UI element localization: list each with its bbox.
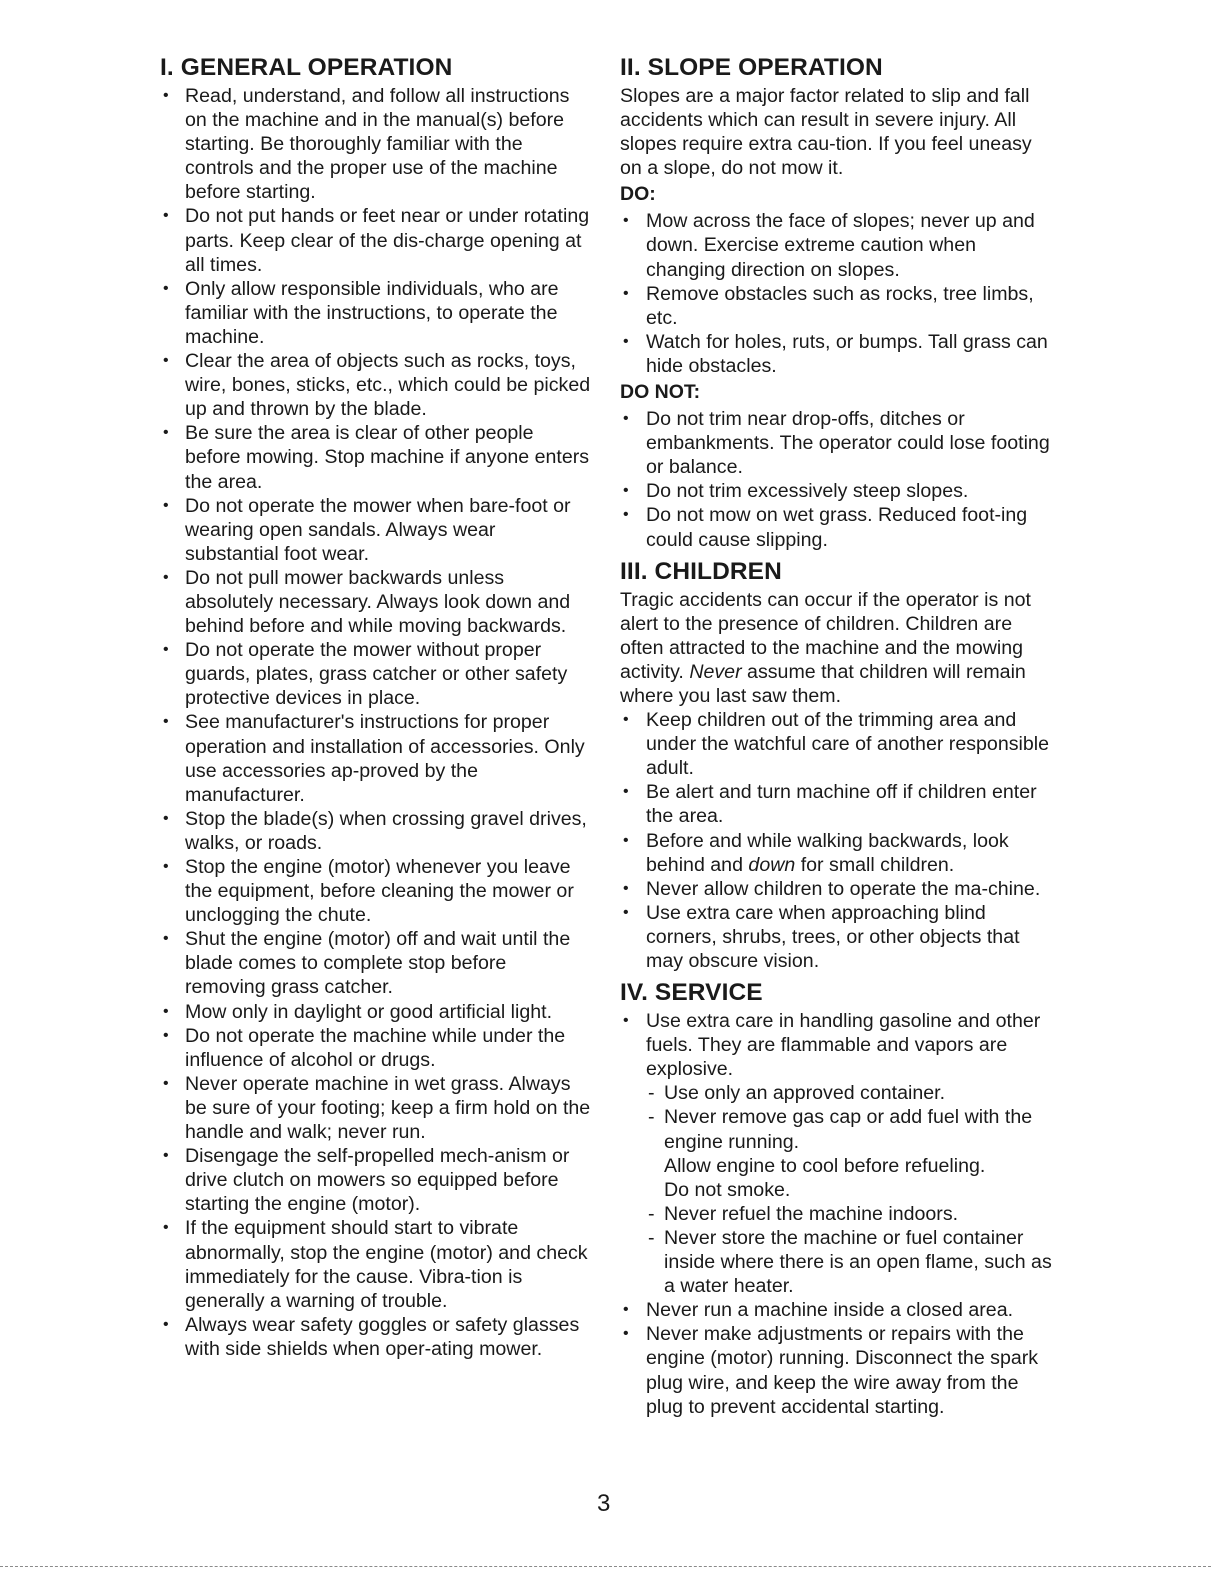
bullet-icon: • — [163, 1147, 169, 1165]
general-operation-list — [160, 84, 592, 1361]
bullet-icon: • — [623, 1325, 629, 1343]
list-item: • Before and while walking backwards, look behind and down for small children. — [623, 829, 1009, 876]
do-list — [620, 209, 1056, 378]
list-item: • Shut the engine (motor) off and wait until the blade comes to complete stop before removing grass catcher. — [163, 928, 571, 999]
list-item: • Do not trim excessively steep slopes. — [623, 480, 969, 503]
list-item: • Keep children out of the trimming area and under the watchful care of another responsible adult. — [623, 709, 1050, 780]
bullet-icon: • — [623, 1301, 629, 1319]
bullet-icon: • — [623, 903, 629, 921]
fuel-note: Allow engine to cool before refueling. — [664, 1154, 986, 1177]
bullet-icon: • — [163, 424, 169, 442]
list-item: • Mow only in daylight or good artificial light. — [163, 1000, 553, 1023]
list-item: • Stop the blade(s) when crossing gravel drives, walks, or roads. — [163, 807, 587, 854]
left-column — [160, 54, 592, 1361]
list-item: • See manufacturer's instructions for proper operation and installation of accessories. Only use accessories ap-proved by the manufacturer. — [163, 711, 585, 806]
dash-icon: - — [648, 1106, 655, 1129]
bullet-icon: • — [623, 410, 629, 428]
dash-icon: - — [648, 1082, 655, 1105]
bullet-icon: • — [623, 506, 629, 524]
bullet-icon: • — [163, 858, 169, 875]
bullet-icon: • — [623, 879, 629, 897]
list-item: • Watch for holes, ruts, or bumps. Tall grass can hide obstacles. — [623, 330, 1048, 377]
bullet-icon: • — [623, 482, 629, 500]
bullet-icon: • — [163, 713, 169, 731]
do-heading: DO: — [620, 183, 656, 206]
bullet-icon: • — [163, 496, 169, 514]
list-item: • Do not trim near drop-offs, ditches or embankments. The operator could lose footing or balance. — [623, 408, 1050, 479]
general-operation-heading: I. GENERAL OPERATION — [160, 54, 453, 81]
list-item: • Do not pull mower backwards unless absolutely necessary. Always look down and behind before and while moving backwards. — [163, 566, 571, 638]
list-item: • Stop the engine (motor) whenever you leave the equipment, before cleaning the mower or unclogging the chute. — [163, 856, 574, 927]
service-heading: IV. SERVICE — [620, 979, 763, 1007]
sub-list-item: - Never store the machine or fuel container inside where there is an open flame, such as a water heater. — [648, 1226, 1052, 1298]
list-item: • Clear the area of objects such as rocks, toys, wire, bones, sticks, etc., which could be picked up and thrown by the blade. — [163, 350, 591, 421]
children-heading: III. CHILDREN — [620, 557, 782, 585]
list-item: • Remove obstacles such as rocks, tree limbs, etc. — [623, 282, 1034, 329]
list-item: • Never make adjustments or repairs with the engine (motor) running. Disconnect the spark plug wire, and keep the wire away from the plug to prevent accidental starting. — [623, 1323, 1039, 1418]
right-column — [620, 54, 1056, 1419]
fuel-sub-list — [646, 1081, 1056, 1298]
children-list — [620, 708, 1056, 973]
bullet-icon: • — [163, 207, 169, 225]
fuel-note: Do not smoke. — [664, 1178, 791, 1201]
dash-icon: - — [648, 1226, 655, 1249]
bullet-icon: • — [163, 809, 169, 827]
list-item: • Be alert and turn machine off if children enter the area. — [623, 781, 1037, 828]
list-item: • Use extra care when approaching blind corners, shrubs, trees, or other objects that may obscure vision. — [623, 901, 1020, 972]
children-intro: Tragic accidents can occur if the operator is not alert to the presence of children. Children are often attracted to the machine and the mowing activity. Never assume that children will remain where you last saw them. — [620, 588, 1031, 707]
list-item: • Only allow responsible individuals, who are familiar with the instructions, to operate the machine. — [163, 277, 559, 348]
bullet-icon: • — [623, 711, 629, 729]
bullet-icon: • — [623, 783, 629, 801]
list-item: • Use extra care in handling gasoline and other fuels. They are flammable and vapors are explosive. - Use only an approved container. - Never remove gas cap or add fuel with the engine running. Allow engine to cool before refueling. Do not smoke. - Never refuel the machine indoors. - Never store the machine or fuel container inside where there is an open flame, such as a water heater. — [620, 1009, 1056, 1298]
bullet-icon: • — [623, 212, 629, 230]
bullet-icon: • — [163, 279, 169, 297]
bullet-icon: • — [623, 284, 629, 302]
list-item: • Mow across the face of slopes; never up and down. Exercise extreme caution when changing direction on slopes. — [623, 210, 1035, 281]
list-item: • Never allow children to operate the ma-chine. — [623, 877, 1041, 900]
list-item: • Do not operate the mower without proper guards, plates, grass catcher or other safety protective devices in place. — [163, 639, 568, 710]
service-list — [620, 1009, 1056, 1419]
list-item: • Do not put hands or feet near or under rotating parts. Keep clear of the dis-charge opening at all times. — [163, 205, 590, 276]
dash-icon: - — [648, 1202, 655, 1225]
bullet-icon: • — [163, 1219, 169, 1237]
list-item: • Never operate machine in wet grass. Always be sure of your footing; keep a firm hold on the handle and walk; never run. — [163, 1072, 591, 1144]
bullet-icon: • — [623, 332, 629, 350]
list-item: • If the equipment should start to vibrate abnormally, stop the engine (motor) and check immediately for the cause. Vibra-tion is generally a warning of trouble. — [163, 1217, 588, 1312]
bullet-icon: • — [163, 641, 169, 659]
do-not-heading: DO NOT: — [620, 381, 701, 404]
bullet-icon: • — [623, 1012, 629, 1030]
slope-intro: Slopes are a major factor related to slip and fall accidents which can result in severe injury. All slopes require extra cau-tion. If you feel uneasy on a slope, do not mow it. — [620, 85, 1032, 180]
bullet-icon: • — [163, 1074, 169, 1092]
list-item: • Read, understand, and follow all instructions on the machine and in the manual(s) before starting. Be thoroughly familiar with the controls and the proper use of the machine before starting. — [163, 85, 570, 204]
bullet-icon: • — [163, 1315, 169, 1333]
list-item: • Be sure the area is clear of other people before mowing. Stop machine if anyone enters the area. — [163, 422, 590, 493]
list-item: • Never run a machine inside a closed area. — [623, 1299, 1014, 1322]
bullet-icon: • — [163, 568, 169, 586]
bullet-icon: • — [163, 930, 169, 948]
bullet-icon: • — [163, 352, 169, 370]
sub-list-item: - Never remove gas cap or add fuel with the engine running. — [648, 1106, 1033, 1153]
page-number: 3 — [597, 1490, 611, 1517]
bullet-icon: • — [163, 1002, 169, 1020]
list-item: • Always wear safety goggles or safety glasses with side shields when oper-ating mower. — [163, 1313, 580, 1360]
slope-operation-heading: II. SLOPE OPERATION — [620, 54, 883, 81]
do-not-list — [620, 407, 1056, 552]
bullet-icon: • — [623, 831, 629, 849]
sub-list-item: - Never refuel the machine indoors. — [648, 1202, 959, 1225]
list-item: • Do not mow on wet grass. Reduced foot-ing could cause slipping. — [623, 504, 1028, 551]
list-item: • Disengage the self-propelled mech-anism or drive clutch on mowers so equipped before starting the engine (motor). — [163, 1145, 570, 1216]
bottom-divider — [0, 1566, 1211, 1567]
bullet-icon: • — [163, 87, 169, 104]
list-item: • Do not operate the mower when bare-foot or wearing open sandals. Always wear substantial foot wear. — [163, 494, 571, 565]
list-item: • Do not operate the machine while under the influence of alcohol or drugs. — [163, 1024, 566, 1071]
bullet-icon: • — [163, 1026, 169, 1044]
sub-list-item: - Use only an approved container. — [648, 1082, 946, 1105]
